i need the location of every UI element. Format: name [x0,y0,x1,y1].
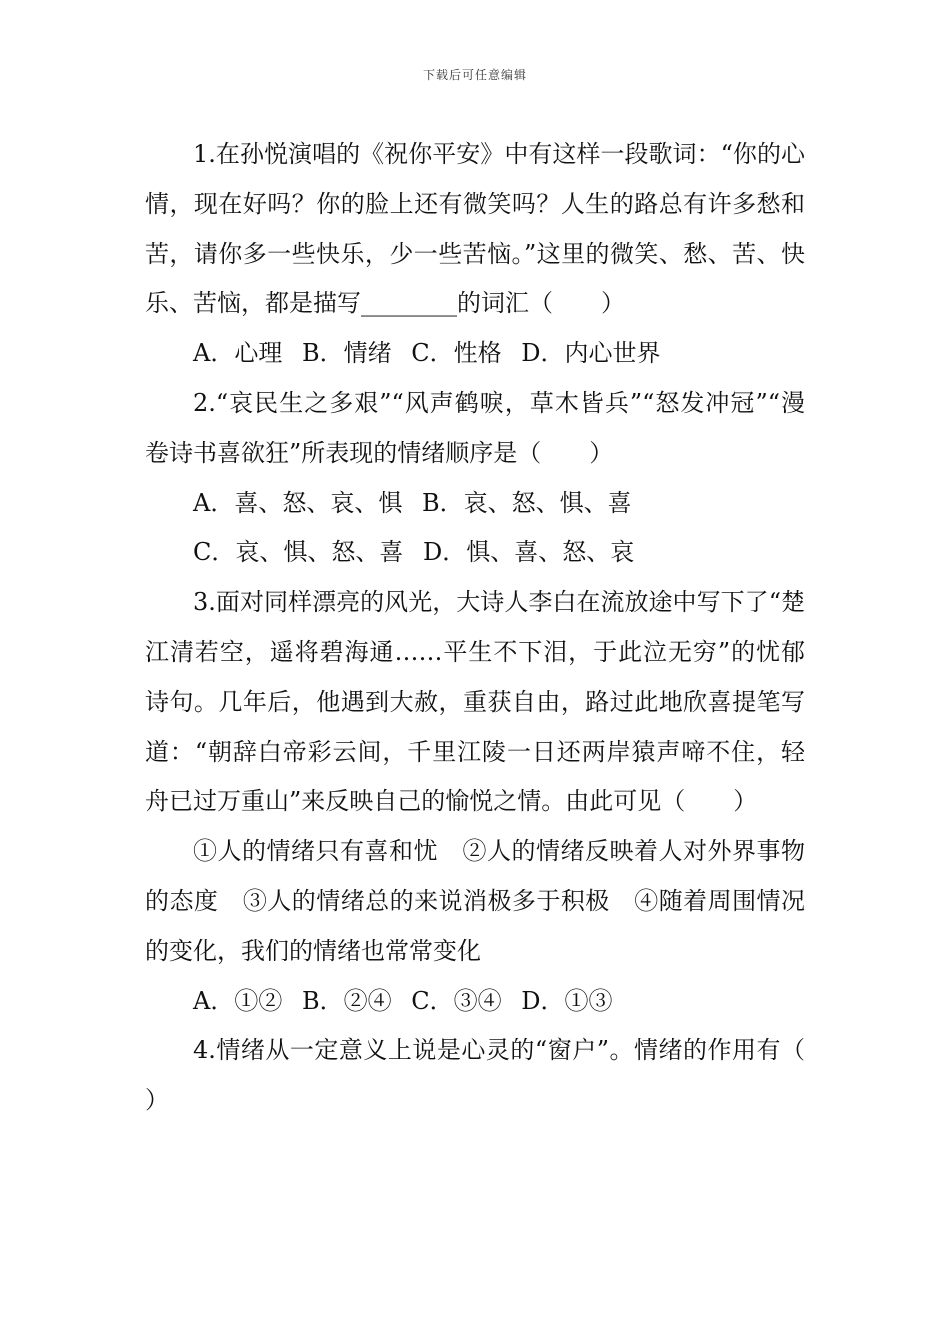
question-1-options [145,329,805,379]
question-1-option-a: A．心理 [193,339,283,368]
question-1-option-b: B．情绪 [301,339,392,368]
question-4-stem: 4.情绪从一定意义上说是心灵的“窗户”。情绪的作用有（ ） [145,1036,853,1115]
question-2-option-b: B．哀、怒、惧、喜 [421,488,632,517]
question-3-statements: ①人的情绪只有喜和忧 ②人的情绪反映着人对外界事物的态度 ③人的情绪总的来说消极多于积极 ④随着周围情况的变化，我们的情绪也常常变化 [145,837,805,965]
question-2-option-a: A．喜、怒、哀、惧 [193,488,403,517]
question-1-stem: 1.在孙悦演唱的《祝你平安》中有这样一段歌词：“你的心情，现在好吗？你的脸上还有微笑吗？人生的路总有许多愁和苦，请你多一些快乐，少一些苦恼。”这里的微笑、愁、苦、快乐、苦恼，都是描写________的词汇（ ） [145,140,805,318]
question-2-option-c: C．哀、惧、怒、喜 [193,538,404,567]
question-3-option-b: B．②④ [301,986,392,1015]
question-2-options-row-2 [145,528,805,578]
question-3-option-d: D．①③ [521,986,613,1015]
question-1-option-d: D．内心世界 [521,339,661,368]
page-header-watermark: 下载后可任意编辑 [422,68,527,82]
question-2-option-d: D．惧、喜、怒、哀 [423,538,635,567]
question-2-options-row-1 [145,479,805,529]
question-3-option-a: A．①② [193,986,283,1015]
question-3-stem: 3.面对同样漂亮的风光，大诗人李白在流放途中写下了“楚江清若空，遥将碧海通……平生不下泪，于此泣无穷”的忧郁诗句。几年后，他遇到大赦，重获自由，路过此地欣喜提笔写道：“朝辞白帝彩云间，千里江陵一日还两岸猿声啼不住，轻舟已过万重山”来反映自己的愉悦之情。由此可见（ ） [145,588,805,816]
question-3-options [145,977,805,1027]
document-body [145,130,853,1126]
question-3-option-c: C．③④ [411,986,502,1015]
question-2-stem: 2.“哀民生之多艰”“风声鹤唳，草木皆兵”“怒发冲冠”“漫卷诗书喜欲狂”所表现的情绪顺序是（ ） [145,388,805,467]
question-1-option-c: C．性格 [411,339,502,368]
